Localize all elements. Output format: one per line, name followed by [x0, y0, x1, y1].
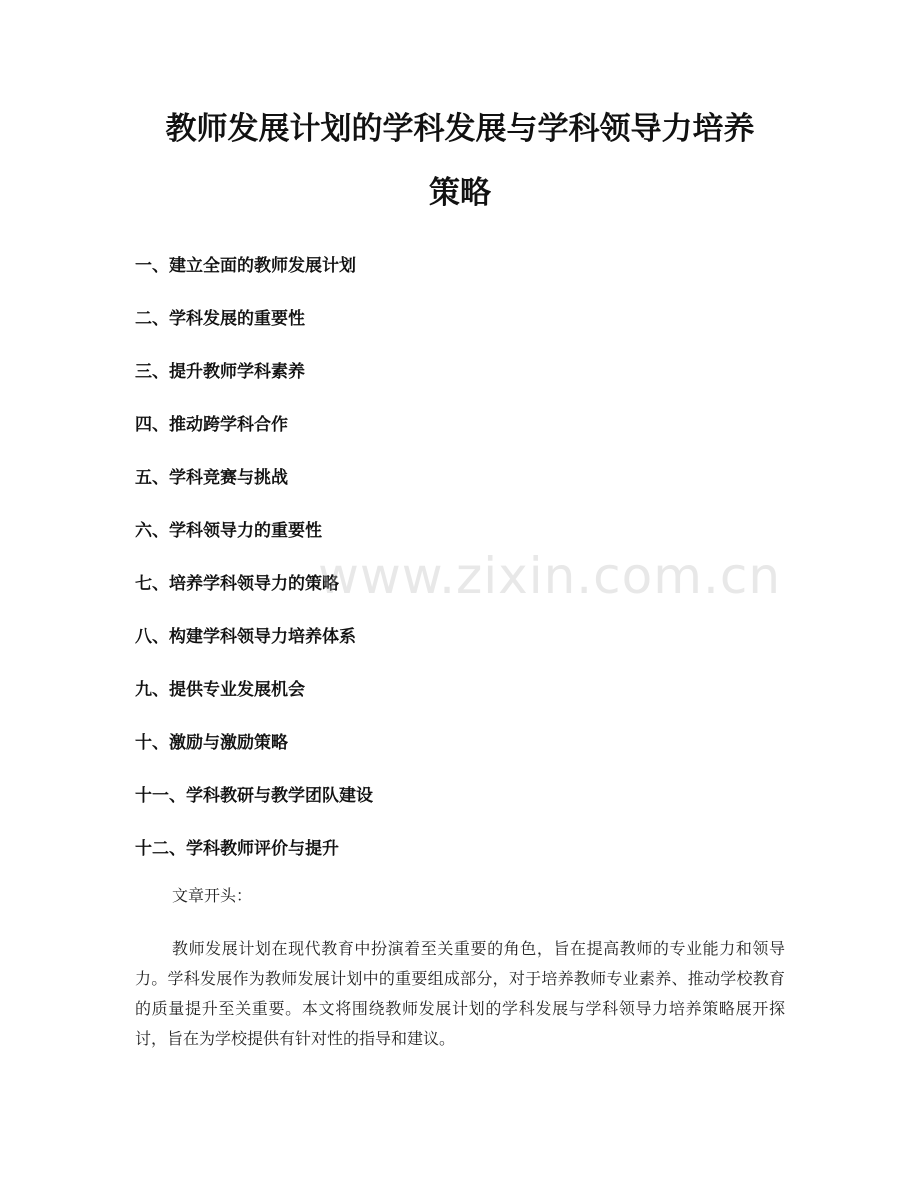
toc-item: 四、推动跨学科合作: [135, 415, 288, 435]
intro-paragraph: 教师发展计划在现代教育中扮演着至关重要的角色，旨在提高教师的专业能力和领导力。学科发展作为教师发展计划中的重要组成部分，对于培养教师专业素养、推动学校教育的质量提升至关重要。本文将围绕教师发展计划的学科发展与学科领导力培养策略展开探讨，旨在为学校提供有针对性的指导和建议。: [135, 939, 785, 1048]
watermark: www.zixin.com.cn: [318, 547, 782, 605]
document-title-line-1: 教师发展计划的学科发展与学科领导力培养: [165, 111, 755, 147]
toc-item: 三、提升教师学科素养: [135, 362, 305, 382]
toc-item: 七、培养学科领导力的策略: [135, 574, 339, 594]
toc-item: 九、提供专业发展机会: [135, 680, 305, 700]
toc-item: 一、建立全面的教师发展计划: [135, 256, 356, 276]
intro-label: 文章开头：: [172, 886, 253, 905]
toc-item: 十二、学科教师评价与提升: [135, 839, 339, 859]
document-title-line-2: 策略: [429, 175, 491, 211]
toc-item: 八、构建学科领导力培养体系: [135, 627, 356, 647]
toc-item: 五、学科竞赛与挑战: [135, 468, 288, 488]
toc-item: 六、学科领导力的重要性: [135, 521, 322, 541]
table-of-contents: [135, 254, 373, 890]
toc-item: 十一、学科教研与教学团队建设: [135, 786, 373, 806]
toc-item: 二、学科发展的重要性: [135, 309, 305, 329]
toc-item: 十、激励与激励策略: [135, 733, 288, 753]
